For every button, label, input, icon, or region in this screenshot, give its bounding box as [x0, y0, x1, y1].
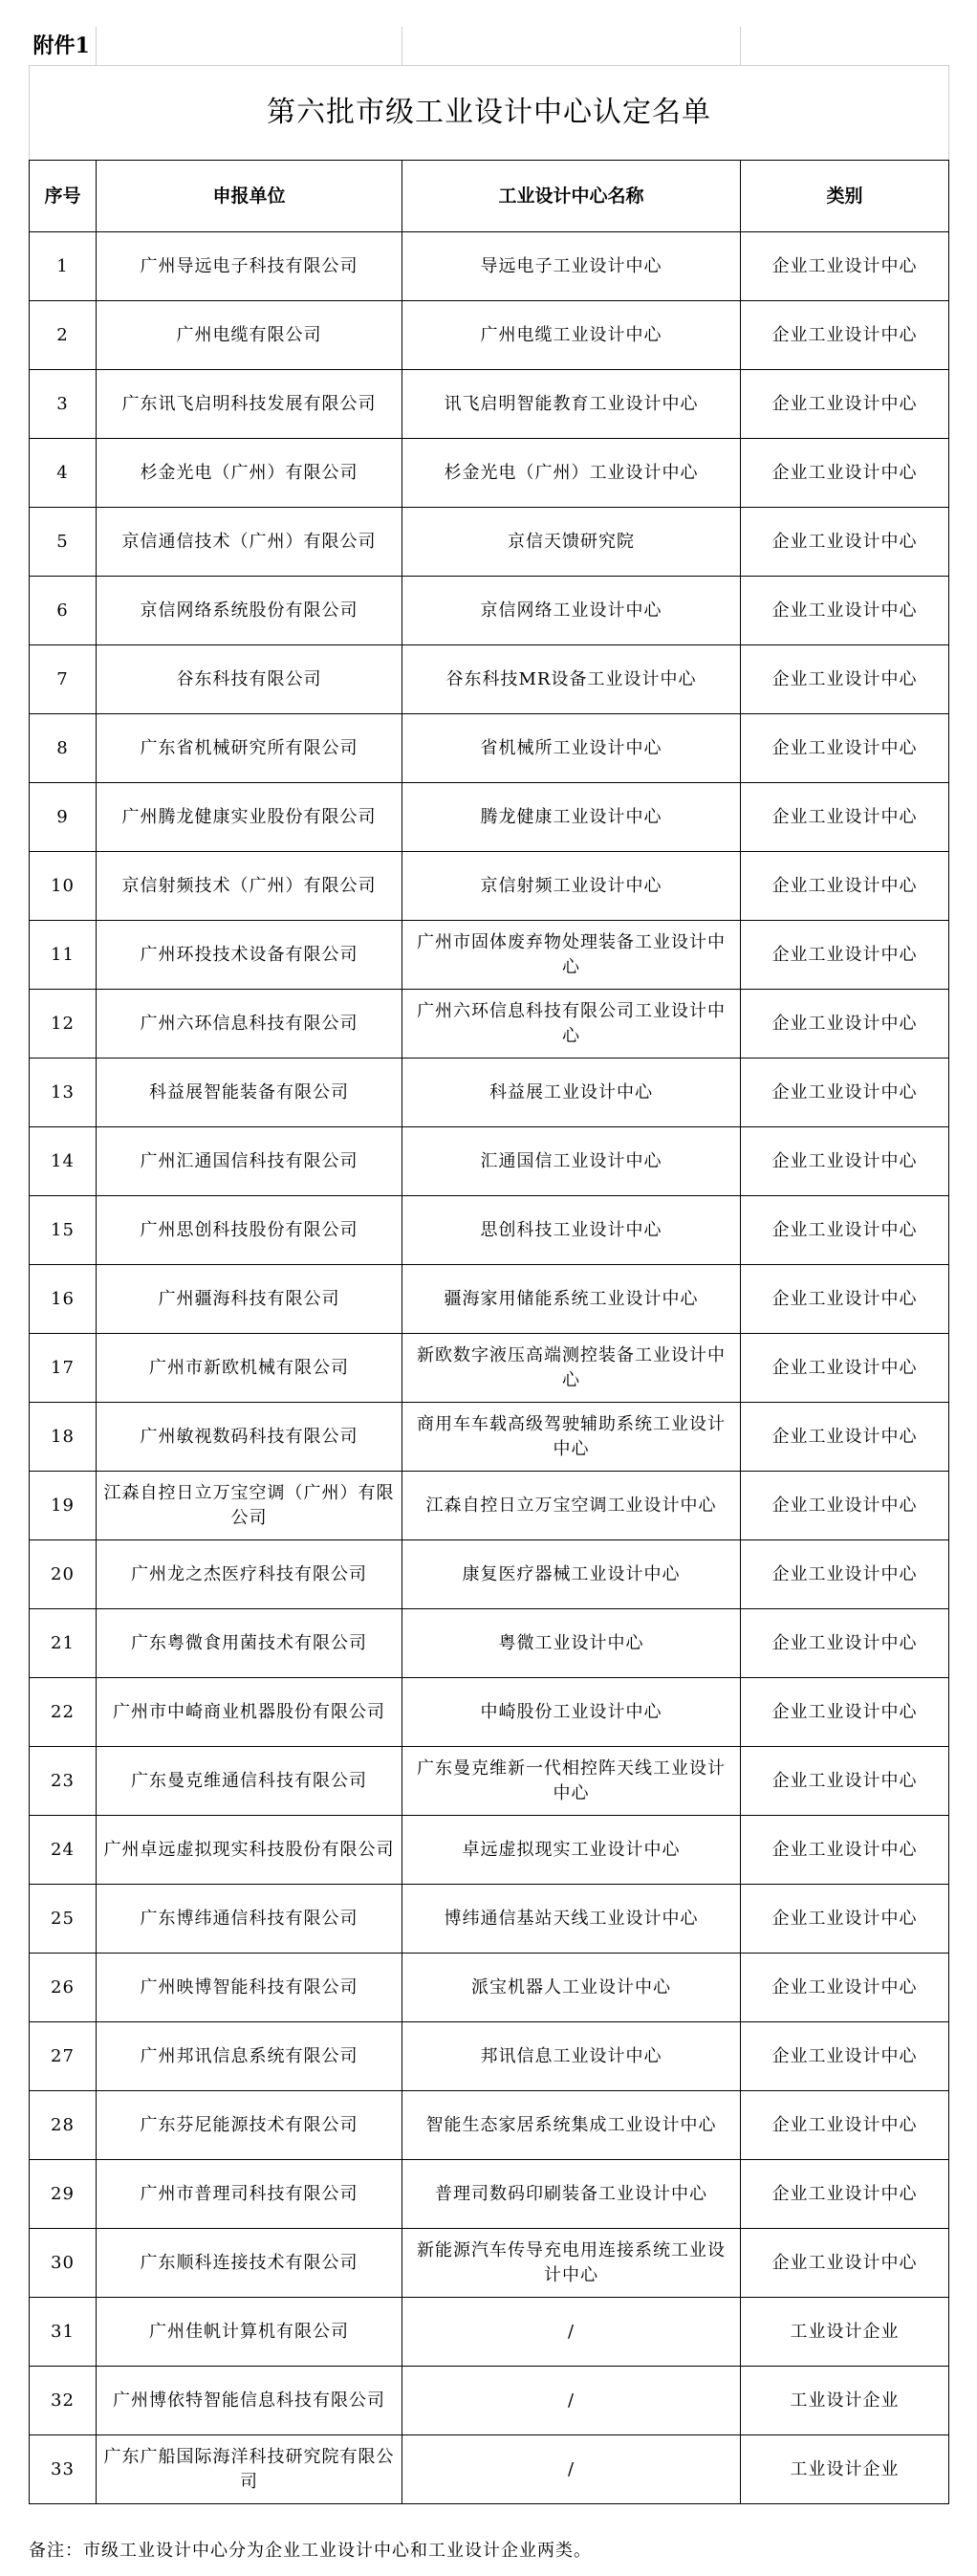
row-index: 4: [30, 439, 97, 508]
applicant-name: 广州博依特智能信息科技有限公司: [97, 2367, 402, 2435]
table-row: [30, 921, 949, 990]
applicant-name: 广州佳帆计算机有限公司: [97, 2298, 402, 2367]
row-index: 32: [30, 2367, 97, 2435]
center-name: 杉金光电（广州）工业设计中心: [402, 439, 741, 508]
applicant-name: 广州市新欧机械有限公司: [97, 1334, 402, 1403]
row-index: 6: [30, 577, 97, 645]
center-name: 思创科技工业设计中心: [402, 1196, 741, 1265]
table-row: [30, 714, 949, 783]
category: 企业工业设计中心: [741, 301, 949, 370]
center-name: 商用车车载高级驾驶辅助系统工业设计中心: [402, 1403, 741, 1472]
attachment-row: [30, 27, 949, 66]
center-name: 谷东科技MR设备工业设计中心: [402, 645, 741, 714]
row-index: 12: [30, 990, 97, 1059]
table-row: [30, 2160, 949, 2229]
applicant-name: 广州汇通国信科技有限公司: [97, 1127, 402, 1196]
category: 企业工业设计中心: [741, 1954, 949, 2022]
table-header-row: [30, 161, 949, 232]
category: 企业工业设计中心: [741, 1816, 949, 1885]
category: 企业工业设计中心: [741, 1609, 949, 1678]
applicant-name: 京信网络系统股份有限公司: [97, 577, 402, 645]
row-index: 26: [30, 1954, 97, 2022]
category: 企业工业设计中心: [741, 1540, 949, 1609]
center-name: 讯飞启明智能教育工业设计中心: [402, 370, 741, 439]
row-index: 30: [30, 2229, 97, 2298]
row-index: 21: [30, 1609, 97, 1678]
row-index: 14: [30, 1127, 97, 1196]
center-name: 卓远虚拟现实工业设计中心: [402, 1816, 741, 1885]
row-index: 23: [30, 1747, 97, 1816]
row-index: 18: [30, 1403, 97, 1472]
center-name: 新能源汽车传导充电用连接系统工业设计中心: [402, 2229, 741, 2298]
category: 企业工业设计中心: [741, 1472, 949, 1540]
category: 企业工业设计中心: [741, 2229, 949, 2298]
row-index: 17: [30, 1334, 97, 1403]
category: 企业工业设计中心: [741, 577, 949, 645]
column-header-category: 类别: [741, 161, 949, 232]
center-name: 省机械所工业设计中心: [402, 714, 741, 783]
row-index: 20: [30, 1540, 97, 1609]
center-name: 疆海家用储能系统工业设计中心: [402, 1265, 741, 1334]
table-row: [30, 577, 949, 645]
table-row: [30, 1196, 949, 1265]
column-header-applicant: 申报单位: [97, 161, 402, 232]
table-row: [30, 1885, 949, 1954]
category: 企业工业设计中心: [741, 921, 949, 990]
category: 企业工业设计中心: [741, 852, 949, 921]
table-row: [30, 1816, 949, 1885]
center-name: 京信网络工业设计中心: [402, 577, 741, 645]
table-row: [30, 2229, 949, 2298]
table-row: [30, 1954, 949, 2022]
applicant-name: 广州导远电子科技有限公司: [97, 232, 402, 301]
category: 企业工业设计中心: [741, 2091, 949, 2160]
applicant-name: 广州邦讯信息系统有限公司: [97, 2022, 402, 2091]
category: 企业工业设计中心: [741, 783, 949, 852]
center-name: 博纬通信基站天线工业设计中心: [402, 1885, 741, 1954]
row-index: 5: [30, 508, 97, 577]
center-name: 京信天馈研究院: [402, 508, 741, 577]
category: 企业工业设计中心: [741, 232, 949, 301]
category: 企业工业设计中心: [741, 1678, 949, 1747]
center-name: 广州六环信息科技有限公司工业设计中心: [402, 990, 741, 1059]
applicant-name: 广东讯飞启明科技发展有限公司: [97, 370, 402, 439]
applicant-name: 广州龙之杰医疗科技有限公司: [97, 1540, 402, 1609]
category: 企业工业设计中心: [741, 1059, 949, 1127]
title-row: [30, 66, 949, 161]
applicant-name: 广州环投技术设备有限公司: [97, 921, 402, 990]
center-name: 江森自控日立万宝空调工业设计中心: [402, 1472, 741, 1540]
center-name: 广东曼克维新一代相控阵天线工业设计中心: [402, 1747, 741, 1816]
applicant-name: 广东曼克维通信科技有限公司: [97, 1747, 402, 1816]
category: 企业工业设计中心: [741, 645, 949, 714]
table-row: [30, 2367, 949, 2435]
row-index: 3: [30, 370, 97, 439]
table-row: [30, 2435, 949, 2504]
applicant-name: 广东省机械研究所有限公司: [97, 714, 402, 783]
center-name: 广州电缆工业设计中心: [402, 301, 741, 370]
category: 企业工业设计中心: [741, 1265, 949, 1334]
row-index: 33: [30, 2435, 97, 2504]
center-name: 腾龙健康工业设计中心: [402, 783, 741, 852]
row-index: 10: [30, 852, 97, 921]
applicant-name: 广州六环信息科技有限公司: [97, 990, 402, 1059]
row-index: 25: [30, 1885, 97, 1954]
category: 工业设计企业: [741, 2435, 949, 2504]
row-index: 9: [30, 783, 97, 852]
category: 企业工业设计中心: [741, 1334, 949, 1403]
applicant-name: 广东博纬通信科技有限公司: [97, 1885, 402, 1954]
table-row: [30, 1265, 949, 1334]
applicant-name: 江森自控日立万宝空调（广州）有限公司: [97, 1472, 402, 1540]
center-name: 广州市固体废弃物处理装备工业设计中心: [402, 921, 741, 990]
category: 企业工业设计中心: [741, 990, 949, 1059]
applicant-name: 京信通信技术（广州）有限公司: [97, 508, 402, 577]
center-name: 派宝机器人工业设计中心: [402, 1954, 741, 2022]
applicant-name: 广东粤微食用菌技术有限公司: [97, 1609, 402, 1678]
applicant-name: 广州敏视数码科技有限公司: [97, 1403, 402, 1472]
applicant-name: 广州思创科技股份有限公司: [97, 1196, 402, 1265]
category: 企业工业设计中心: [741, 1196, 949, 1265]
table-row: [30, 1609, 949, 1678]
applicant-name: 广州映博智能科技有限公司: [97, 1954, 402, 2022]
applicant-name: 广州市普理司科技有限公司: [97, 2160, 402, 2229]
table-row: [30, 990, 949, 1059]
row-index: 8: [30, 714, 97, 783]
table-row: [30, 1472, 949, 1540]
designation-table: [29, 27, 949, 2504]
category: 企业工业设计中心: [741, 2022, 949, 2091]
table-row: [30, 1059, 949, 1127]
row-index: 31: [30, 2298, 97, 2367]
row-index: 28: [30, 2091, 97, 2160]
center-name: 中崎股份工业设计中心: [402, 1678, 741, 1747]
center-name: 康复医疗器械工业设计中心: [402, 1540, 741, 1609]
table-row: [30, 232, 949, 301]
category: 企业工业设计中心: [741, 2160, 949, 2229]
center-name: 科益展工业设计中心: [402, 1059, 741, 1127]
category: 企业工业设计中心: [741, 508, 949, 577]
category: 企业工业设计中心: [741, 714, 949, 783]
center-name: 智能生态家居系统集成工业设计中心: [402, 2091, 741, 2160]
applicant-name: 广州电缆有限公司: [97, 301, 402, 370]
row-index: 7: [30, 645, 97, 714]
row-index: 19: [30, 1472, 97, 1540]
column-header-center-name: 工业设计中心名称: [402, 161, 741, 232]
category: 工业设计企业: [741, 2298, 949, 2367]
category: 企业工业设计中心: [741, 1747, 949, 1816]
attachment-label: 附件1: [30, 27, 97, 66]
category: 企业工业设计中心: [741, 1403, 949, 1472]
category: 工业设计企业: [741, 2367, 949, 2435]
row-index: 16: [30, 1265, 97, 1334]
table-row: [30, 1127, 949, 1196]
category: 企业工业设计中心: [741, 439, 949, 508]
applicant-name: 广州市中崎商业机器股份有限公司: [97, 1678, 402, 1747]
applicant-name: 广州疆海科技有限公司: [97, 1265, 402, 1334]
center-name: /: [402, 2298, 741, 2367]
table-row: [30, 1747, 949, 1816]
table-row: [30, 783, 949, 852]
table-row: [30, 2298, 949, 2367]
table-row: [30, 439, 949, 508]
center-name: 邦讯信息工业设计中心: [402, 2022, 741, 2091]
center-name: 新欧数字液压高端测控装备工业设计中心: [402, 1334, 741, 1403]
footnote: 备注：市级工业设计中心分为企业工业设计中心和工业设计企业两类。: [29, 2541, 592, 2561]
applicant-name: 广东广船国际海洋科技研究院有限公司: [97, 2435, 402, 2504]
applicant-name: 杉金光电（广州）有限公司: [97, 439, 402, 508]
center-name: /: [402, 2367, 741, 2435]
table-row: [30, 852, 949, 921]
applicant-name: 广东芬尼能源技术有限公司: [97, 2091, 402, 2160]
table-row: [30, 1403, 949, 1472]
applicant-name: 京信射频技术（广州）有限公司: [97, 852, 402, 921]
table-row: [30, 1334, 949, 1403]
center-name: 普理司数码印刷装备工业设计中心: [402, 2160, 741, 2229]
row-index: 15: [30, 1196, 97, 1265]
table-row: [30, 2091, 949, 2160]
row-index: 27: [30, 2022, 97, 2091]
center-name: 汇通国信工业设计中心: [402, 1127, 741, 1196]
row-index: 1: [30, 232, 97, 301]
column-header-index: 序号: [30, 161, 97, 232]
table-row: [30, 1540, 949, 1609]
category: 企业工业设计中心: [741, 1127, 949, 1196]
row-index: 24: [30, 1816, 97, 1885]
table-row: [30, 301, 949, 370]
table-row: [30, 370, 949, 439]
document: [29, 27, 948, 2561]
row-index: 13: [30, 1059, 97, 1127]
row-index: 29: [30, 2160, 97, 2229]
applicant-name: 谷东科技有限公司: [97, 645, 402, 714]
center-name: 导远电子工业设计中心: [402, 232, 741, 301]
table-row: [30, 1678, 949, 1747]
applicant-name: 广州腾龙健康实业股份有限公司: [97, 783, 402, 852]
applicant-name: 广东顺科连接技术有限公司: [97, 2229, 402, 2298]
page-title: 第六批市级工业设计中心认定名单: [30, 66, 949, 161]
center-name: 粤微工业设计中心: [402, 1609, 741, 1678]
center-name: 京信射频工业设计中心: [402, 852, 741, 921]
table-row: [30, 2022, 949, 2091]
row-index: 22: [30, 1678, 97, 1747]
category: 企业工业设计中心: [741, 1885, 949, 1954]
table-row: [30, 645, 949, 714]
applicant-name: 科益展智能装备有限公司: [97, 1059, 402, 1127]
row-index: 11: [30, 921, 97, 990]
row-index: 2: [30, 301, 97, 370]
category: 企业工业设计中心: [741, 370, 949, 439]
applicant-name: 广州卓远虚拟现实科技股份有限公司: [97, 1816, 402, 1885]
table-row: [30, 508, 949, 577]
center-name: /: [402, 2435, 741, 2504]
